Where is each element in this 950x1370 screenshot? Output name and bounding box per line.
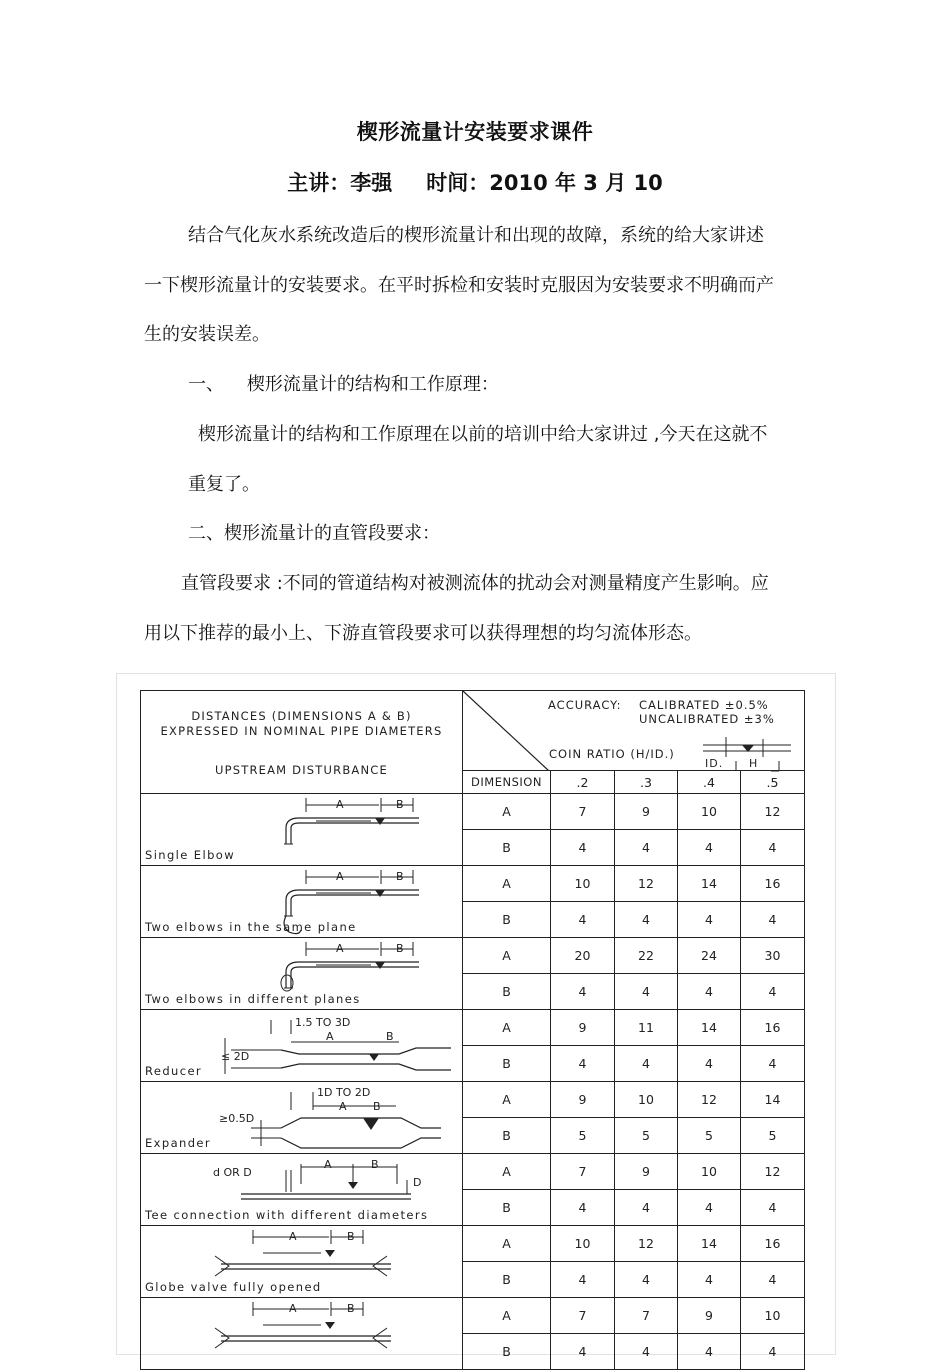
dimension-cell: B	[463, 1046, 551, 1082]
dimension-cell: A	[463, 794, 551, 830]
value-cell: 14	[741, 1082, 805, 1118]
ratio-header: .2	[551, 771, 615, 794]
document-subtitle	[0, 167, 950, 197]
disturbance-cell	[141, 938, 463, 1010]
disturbance-name: Two elbows in the same plane	[145, 920, 357, 934]
sketch-mark: A	[289, 1230, 297, 1243]
sketch-mark: B	[347, 1302, 355, 1315]
disturbance-cell	[141, 1154, 463, 1226]
value-cell: 7	[551, 1298, 615, 1334]
value-cell: 4	[551, 1262, 615, 1298]
disturbance-name: Globe valve fully opened	[145, 1280, 322, 1294]
straight-pipe-figure	[116, 673, 836, 1359]
table-row	[141, 1226, 805, 1262]
disturbance-cell	[141, 794, 463, 866]
intro-line-3: 生的安装误差。	[144, 324, 270, 345]
sketch-mark: B	[396, 942, 404, 955]
sketch-mark: B	[396, 798, 404, 811]
table-row	[141, 866, 805, 902]
sketch-mark: A	[326, 1030, 334, 1043]
ratio-header: .3	[615, 771, 678, 794]
value-cell: 4	[615, 1334, 678, 1370]
value-cell: 4	[615, 830, 678, 866]
value-cell: 14	[678, 1010, 741, 1046]
header-upstream-line: UPSTREAM DISTURBANCE	[214, 763, 388, 777]
value-cell: 4	[678, 1046, 741, 1082]
id-label: ID.	[705, 757, 724, 770]
value-cell: 5	[551, 1118, 615, 1154]
sketch-mark: A	[289, 1302, 297, 1315]
dimension-cell: A	[463, 1298, 551, 1334]
section1-heading: 一、 楔形流量计的结构和工作原理：	[188, 374, 499, 395]
value-cell: 7	[615, 1298, 678, 1334]
value-cell: 10	[551, 866, 615, 902]
value-cell: 11	[615, 1010, 678, 1046]
disturbance-name: Reducer	[145, 1064, 203, 1078]
disturbance-cell	[141, 1298, 463, 1370]
dimension-cell: B	[463, 974, 551, 1010]
sketch-mark: A	[324, 1158, 332, 1171]
value-cell: 5	[615, 1118, 678, 1154]
sketch-mark: D	[413, 1176, 422, 1189]
value-cell: 30	[741, 938, 805, 974]
header-disturbance-cell	[141, 691, 463, 794]
value-cell: 16	[741, 1010, 805, 1046]
dimension-cell: A	[463, 1226, 551, 1262]
value-cell: 4	[551, 902, 615, 938]
coin-ratio-label: COIN RATIO (H/ID.)	[549, 747, 675, 761]
value-cell: 14	[678, 1226, 741, 1262]
value-cell: 12	[615, 866, 678, 902]
dimension-cell: B	[463, 1262, 551, 1298]
value-cell: 4	[741, 1334, 805, 1370]
disturbance-cell	[141, 866, 463, 938]
value-cell: 9	[615, 794, 678, 830]
value-cell: 10	[615, 1082, 678, 1118]
dimension-header: DIMENSION	[463, 771, 551, 794]
dimension-cell: A	[463, 1082, 551, 1118]
dimension-cell: B	[463, 830, 551, 866]
sketch-mark: d OR D	[213, 1166, 252, 1179]
disturbance-name: Expander	[145, 1136, 212, 1150]
value-cell: 20	[551, 938, 615, 974]
sketch-mark: 1.5 TO 3D	[295, 1016, 351, 1029]
sketch-mark: A	[336, 870, 344, 883]
value-cell: 4	[615, 1046, 678, 1082]
ratio-header: .4	[678, 771, 741, 794]
value-cell: 4	[551, 1334, 615, 1370]
value-cell: 4	[551, 974, 615, 1010]
section2-line-1: 直管段要求 :不同的管道结构对被测流体的扰动会对测量精度产生影响。应	[181, 573, 769, 594]
header-expressed-line: EXPRESSED IN NOMINAL PIPE DIAMETERS	[160, 724, 443, 738]
section2-line-2: 用以下推荐的最小上、下游直管段要求可以获得理想的均匀流体形态。	[144, 623, 702, 644]
value-cell: 12	[678, 1082, 741, 1118]
table-row	[141, 1082, 805, 1118]
sketch-mark: B	[373, 1100, 381, 1113]
disturbance-name: Single Elbow	[145, 848, 236, 862]
disturbance-name: Tee connection with different diameters	[145, 1208, 429, 1222]
dimension-cell: B	[463, 1118, 551, 1154]
sketch-mark: A	[336, 942, 344, 955]
header-distances-line: DISTANCES (DIMENSIONS A & B)	[191, 709, 412, 723]
sketch-mark: A	[339, 1100, 347, 1113]
value-cell: 4	[678, 902, 741, 938]
value-cell: 14	[678, 866, 741, 902]
value-cell: 4	[741, 1190, 805, 1226]
value-cell: 12	[741, 794, 805, 830]
value-cell: 4	[741, 1262, 805, 1298]
value-cell: 7	[551, 794, 615, 830]
sketch-mark: B	[396, 870, 404, 883]
dimension-cell: A	[463, 866, 551, 902]
value-cell: 10	[551, 1226, 615, 1262]
table-row	[141, 1298, 805, 1334]
value-cell: 4	[615, 974, 678, 1010]
dimension-cell: A	[463, 938, 551, 974]
value-cell: 9	[551, 1082, 615, 1118]
intro-line-2: 一下楔形流量计的安装要求。在平时拆检和安装时克服因为安装要求不明确而产	[144, 275, 774, 296]
table-row	[141, 1010, 805, 1046]
document-title: 楔形流量计安装要求课件	[356, 120, 594, 144]
value-cell: 10	[741, 1298, 805, 1334]
value-cell: 4	[741, 902, 805, 938]
value-cell: 4	[615, 902, 678, 938]
value-cell: 4	[741, 1046, 805, 1082]
time-label: 时间：2010 年 3 月 10	[426, 171, 663, 195]
value-cell: 24	[678, 938, 741, 974]
value-cell: 4	[678, 1190, 741, 1226]
value-cell: 16	[741, 1226, 805, 1262]
value-cell: 4	[741, 974, 805, 1010]
value-cell: 4	[551, 1190, 615, 1226]
disturbance-cell	[141, 1010, 463, 1082]
value-cell: 7	[551, 1154, 615, 1190]
section1-line-1: 楔形流量计的结构和工作原理在以前的培训中给大家讲过 ,今天在这就不	[198, 424, 768, 445]
value-cell: 4	[551, 1046, 615, 1082]
value-cell: 12	[741, 1154, 805, 1190]
sketch-mark: B	[371, 1158, 379, 1171]
sketch-mark: B	[386, 1030, 394, 1043]
dimension-cell: A	[463, 1010, 551, 1046]
sketch-mark: ≤ 2D	[221, 1050, 250, 1063]
value-cell: 4	[678, 974, 741, 1010]
table-row	[141, 938, 805, 974]
h-label: H	[749, 757, 759, 770]
value-cell: 16	[741, 866, 805, 902]
value-cell: 9	[551, 1010, 615, 1046]
dimension-cell: B	[463, 1334, 551, 1370]
value-cell: 22	[615, 938, 678, 974]
dimension-cell: B	[463, 1190, 551, 1226]
value-cell: 12	[615, 1226, 678, 1262]
lecturer-label: 主讲：李强	[287, 171, 393, 195]
value-cell: 5	[678, 1118, 741, 1154]
sketch-mark: 1D TO 2D	[317, 1086, 371, 1099]
sketch-mark: B	[347, 1230, 355, 1243]
dimension-cell: A	[463, 1154, 551, 1190]
disturbance-cell	[141, 1226, 463, 1298]
value-cell: 5	[741, 1118, 805, 1154]
value-cell: 4	[551, 830, 615, 866]
header-accuracy-cell	[463, 691, 805, 771]
section1-line-2: 重复了。	[188, 474, 260, 495]
sketch-mark: A	[336, 798, 344, 811]
calibrated-label: CALIBRATED ±0.5%	[639, 698, 769, 712]
intro-line-1: 结合气化灰水系统改造后的楔形流量计和出现的故障，系统的给大家讲述	[188, 225, 764, 246]
straight-pipe-table	[140, 690, 805, 1370]
value-cell: 9	[615, 1154, 678, 1190]
disturbance-cell	[141, 1082, 463, 1154]
disturbance-sketch	[141, 1298, 461, 1368]
value-cell: 4	[615, 1190, 678, 1226]
value-cell: 10	[678, 1154, 741, 1190]
sketch-mark: ≥0.5D	[219, 1112, 255, 1125]
value-cell: 10	[678, 794, 741, 830]
value-cell: 4	[678, 1262, 741, 1298]
dimension-cell: B	[463, 902, 551, 938]
value-cell: 4	[741, 830, 805, 866]
header-diagonal	[463, 691, 549, 771]
table-row	[141, 1154, 805, 1190]
table-row	[141, 794, 805, 830]
ratio-header: .5	[741, 771, 805, 794]
accuracy-label: ACCURACY:	[548, 698, 622, 712]
section2-heading: 二、楔形流量计的直管段要求：	[188, 523, 440, 544]
value-cell: 9	[678, 1298, 741, 1334]
value-cell: 4	[678, 830, 741, 866]
uncalibrated-label: UNCALIBRATED ±3%	[639, 712, 775, 726]
disturbance-name: Two elbows in different planes	[145, 992, 361, 1006]
value-cell: 4	[615, 1262, 678, 1298]
value-cell: 4	[678, 1334, 741, 1370]
